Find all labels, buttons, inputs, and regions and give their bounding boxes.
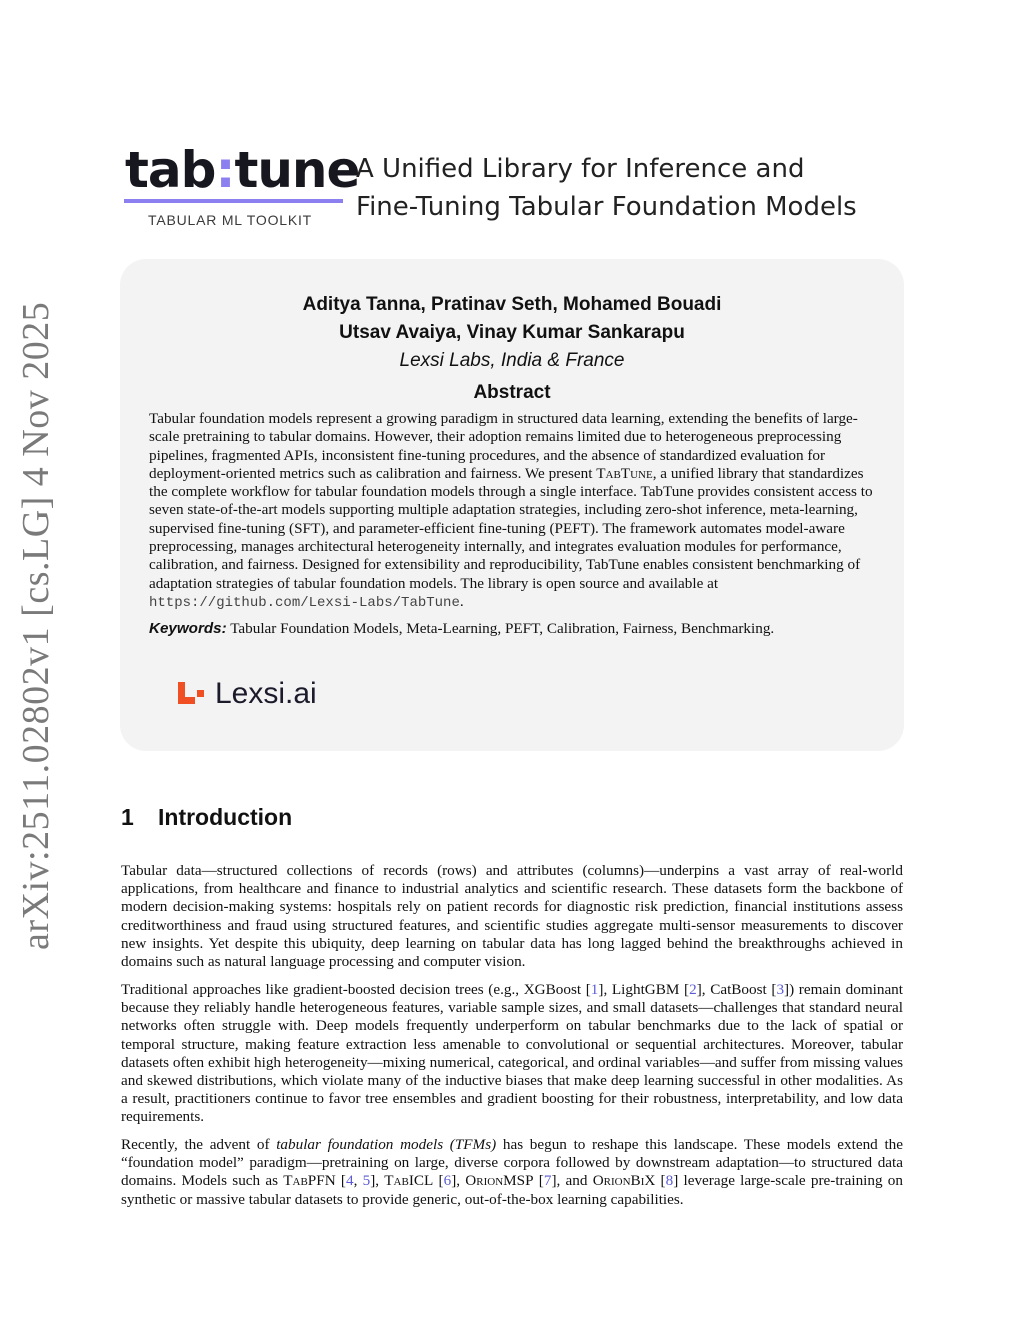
abstract-end: . xyxy=(459,592,464,610)
p3-text: ], xyxy=(370,1172,385,1190)
citation-link[interactable]: 6 xyxy=(443,1172,452,1190)
authors-line-2: Utsav Avaiya, Vinay Kumar Sankarapu xyxy=(339,322,685,343)
model-name: OrionMSP xyxy=(465,1172,534,1190)
citation-link[interactable]: 5 xyxy=(362,1172,371,1190)
p3-text: [ xyxy=(655,1172,666,1190)
p3-text: [ xyxy=(533,1172,544,1190)
tool-name: TabTune xyxy=(596,464,653,482)
keywords-label: Keywords: xyxy=(149,620,227,637)
logo-tagline: TABULAR ML TOOLKIT xyxy=(148,212,313,228)
abstract-heading: Abstract xyxy=(473,382,551,403)
logo-separator: : xyxy=(215,141,235,199)
p3-text: ], xyxy=(451,1172,466,1190)
p3-text: [ xyxy=(433,1172,444,1190)
lexsi-wordmark: Lexsi.ai xyxy=(215,677,317,710)
citation-link[interactable]: 2 xyxy=(689,981,697,998)
lexsi-logo xyxy=(176,676,317,712)
abstract-part-1: Tabular foundation models represent a growing paradigm in structured data learning, extending the benefits of large-scale pretraining to tabular domains. However, their adoption remains limited due to heterogeneous preprocessing pipelines, fragmented APIs, inconsistent fine-tuning procedures, and the absence of standardized evaluation for deployment-oriented metrics such as calibration and fairness. We present xyxy=(149,410,858,482)
abstract-part-2: , a unified library that standardizes the complete workflow for tabular foundation models through a single interface. TabTune provides consistent access to seven state-of-the-art models supporting multiple adaptation strategies, including zero-shot inference, meta-learning, supervised fine-tuning (SFT), and parameter-efficient fine-tuning (PEFT). The framework automates model-aware preprocessing, manages architectural heterogeneity internally, and integrates evaluation modules for performance, calibration, and fairness. Designed for extensibility and reproducibility, TabTune enables consistent benchmarking of adaptation strategies of tabular foundation models. The library is open source and available at xyxy=(149,464,873,592)
intro-paragraph-3 xyxy=(121,1136,903,1209)
tabtune-logo xyxy=(125,140,359,200)
citation-link[interactable]: 1 xyxy=(590,981,599,998)
p3-text: [ xyxy=(335,1172,346,1190)
keywords xyxy=(149,620,877,638)
keywords-text: Tabular Foundation Models, Meta-Learning, PEFT, Calibration, Fairness, Benchmarking. xyxy=(230,620,775,637)
section-heading-introduction xyxy=(121,804,292,831)
abstract-text xyxy=(149,410,877,612)
paper-title xyxy=(356,150,956,226)
arxiv-identifier: arXiv:2511.02802v1 [cs.LG] 4 Nov 2025 xyxy=(15,301,57,950)
p3-text: , xyxy=(353,1172,363,1190)
title-line-1: A Unified Library for Inference and xyxy=(356,154,805,184)
logo-word-tune: tune xyxy=(234,141,360,199)
author-list xyxy=(120,291,904,347)
logo-word-tab: tab xyxy=(125,141,216,199)
citation-link[interactable]: 7 xyxy=(543,1172,552,1190)
affiliation: Lexsi Labs, India & France xyxy=(399,350,625,371)
logo-underline xyxy=(124,199,343,203)
p3-text: has begun to reshape this landscape. These models extend the “foundation model” paradigm—pretraining on large, diverse corpora followed by downstream adaptation—to structured data domains. Models such as xyxy=(121,1136,903,1190)
p3-text: ] leverage large-scale pre-training on synthetic or massive tabular datasets to provide generic, out-of-the-box learning capabilities. xyxy=(121,1172,903,1208)
model-name: OrionBiX xyxy=(592,1172,656,1190)
p2-text: Traditional approaches like gradient-boosted decision trees (e.g., XGBoost [ xyxy=(121,981,591,998)
lexsi-mark-icon xyxy=(176,679,206,709)
authors-line-1: Aditya Tanna, Pratinav Seth, Mohamed Bouadi xyxy=(302,294,722,315)
citation-link[interactable]: 4 xyxy=(345,1172,354,1190)
p3-emphasis: tabular foundation models (TFMs) xyxy=(276,1136,497,1153)
section-number: 1 xyxy=(121,804,134,830)
p3-text: ], and xyxy=(551,1172,593,1190)
model-name: TabPFN xyxy=(283,1172,336,1190)
p2-text: ], CatBoost [ xyxy=(696,981,777,998)
p3-text: Recently, the advent of xyxy=(121,1136,277,1153)
p2-text: ], LightGBM [ xyxy=(598,981,690,998)
intro-paragraph-1: Tabular data—structured collections of records (rows) and attributes (columns)—underpins a vast array of real-world applications, from healthcare and finance to industrial analytics and scientific research. These datasets form the backbone of modern decision-making systems: hospitals rely on patient records for diagnostic risk prediction, financial institutions assess creditworthiness and fraud using structured features, and scientific studies aggregate multi-sensor measurements to discover new insights. Yet despite this ubiquity, deep learning on tabular data has long lagged behind the breakthroughs achieved in domains such as natural language processing and computer vision. xyxy=(121,862,903,971)
p2-text: ]) remain dominant because they reliably handle heterogeneous features, variable sample sizes, and small datasets—challenges that standard neural networks often struggle with. Deep models frequently underperform on tabular benchmarks due to the lack of spatial or temporal structure, making feature extraction less amenable to convolutional or sequential architectures. Moreover, tabular datasets often exhibit high heterogeneity—mixing numerical, categorical, and ordinal variables—and suffer from missing values and skewed distributions, which violate many of the inductive biases that make deep learning successful in other modalities. As a result, practitioners continue to favor tree ensembles and gradient boosting for their robustness, interpretability, and low data requirements. xyxy=(121,981,903,1126)
citation-link[interactable]: 3 xyxy=(776,981,785,998)
repo-link[interactable]: https://github.com/Lexsi-Labs/TabTune xyxy=(149,594,460,611)
title-line-2: Fine-Tuning Tabular Foundation Models xyxy=(356,192,857,222)
citation-link[interactable]: 8 xyxy=(665,1172,674,1190)
intro-paragraph-2 xyxy=(121,981,903,1127)
section-title: Introduction xyxy=(158,804,293,830)
model-name: TabICL xyxy=(384,1172,434,1190)
